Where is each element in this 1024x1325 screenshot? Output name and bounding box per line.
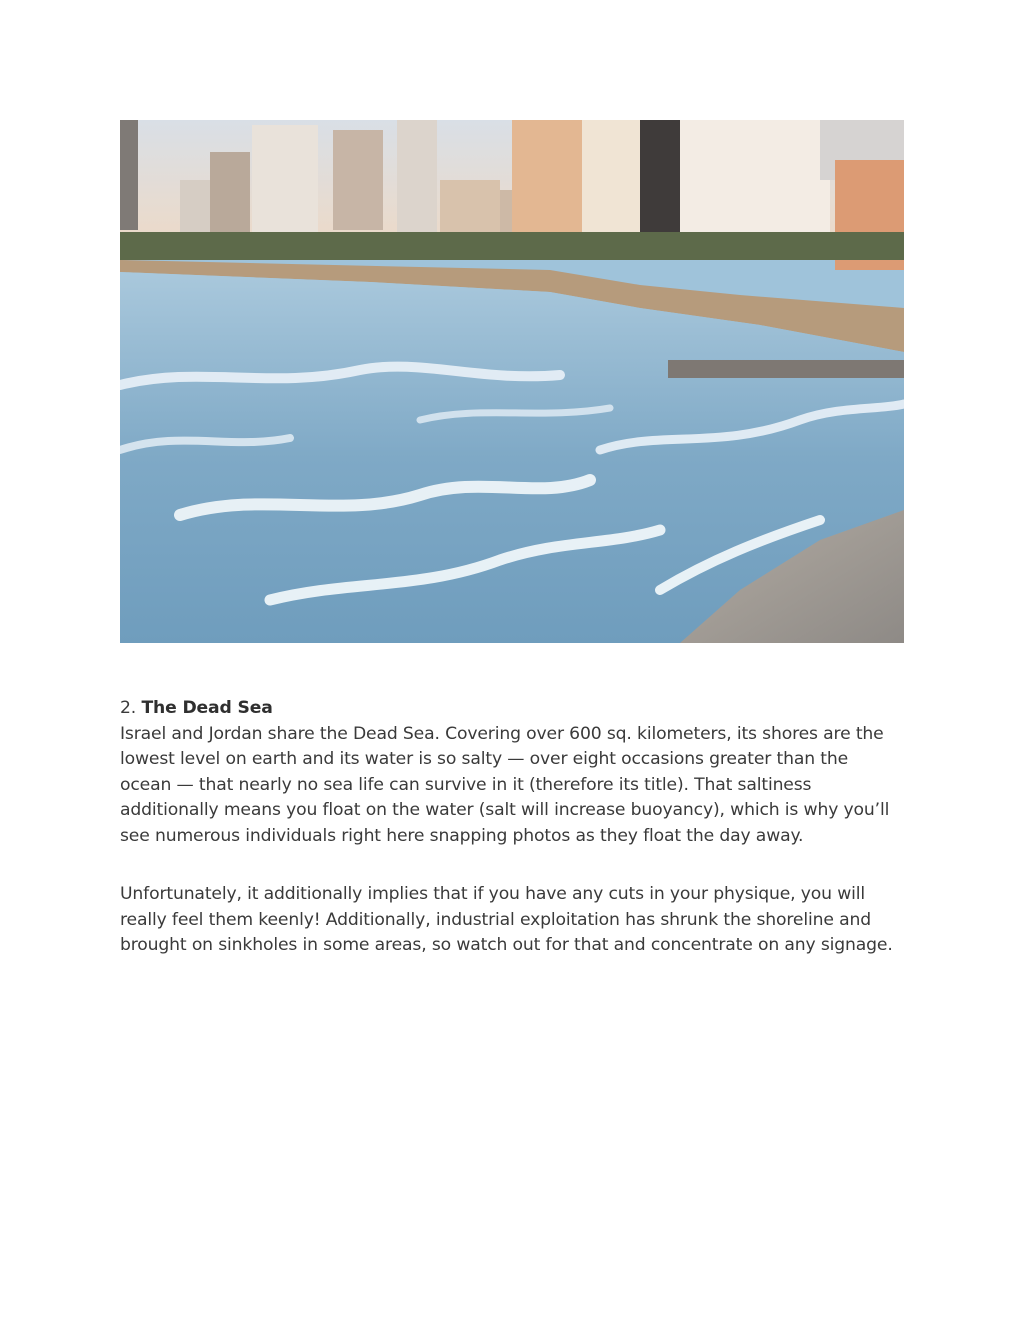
paragraph-dead-sea-intro: Israel and Jordan share the Dead Sea. Covering over 600 sq. kilometers, its shores are the lowest level on earth and its water is so salty — over eight occasions greater than the ocean — that nearly no sea life can survive in it (therefore its title). That saltiness additionally means you float on the water (salt will increase buoyancy), which is why you’ll see numerous individuals right here snapping photos as they float the day away. (120, 723, 890, 846)
section-number: 2. (120, 698, 137, 718)
beach-city-illustration (120, 120, 904, 643)
beach-city-photo (120, 120, 904, 643)
section-title: The Dead Sea (141, 698, 273, 718)
section-heading (120, 696, 904, 722)
article-body (120, 696, 904, 992)
paragraph-dead-sea-caution: Unfortunately, it additionally implies that if you have any cuts in your physique, you will really feel them keenly! Additionally, industrial exploitation has shrunk the shoreline and brought on sinkholes in some areas, so watch out for that and concentrate on any signage. (120, 884, 893, 955)
